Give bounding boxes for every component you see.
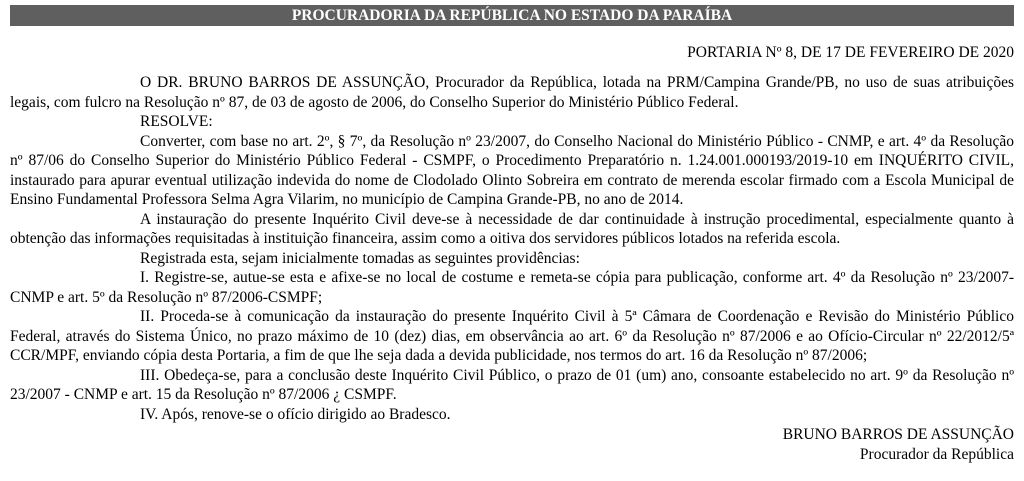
paragraph-item-4: IV. Após, renove-se o ofício dirigido ao Bradesco. — [140, 405, 451, 423]
signatory-role: Procurador da República — [859, 445, 1014, 463]
paragraph-justification: A instauração do presente Inquérito Civil deve-se à necessidade de dar continuidade à instrução procedimental, especialmente quanto à obtenção das informações requisitadas à instituição financeira, assim como a oitiva dos servidores públicos lotados na referida escola. — [10, 210, 1014, 247]
paragraph-resolve: RESOLVE: — [140, 113, 213, 130]
signature-block — [783, 425, 1014, 464]
paragraph-item-3: III. Obedeça-se, para a conclusão deste Inquérito Civil Público, o prazo de 01 (um) ano, consoante estabelecido no art. 9º da Resolução nº 23/2007 - CNMP e art. 15 da Resolução nº 87/2006 ¿ CSMPF. — [10, 366, 1014, 403]
signatory-name: BRUNO BARROS DE ASSUNÇÃO — [782, 426, 1014, 443]
paragraph-convert: Converter, com base no art. 2º, § 7º, da Resolução nº 23/2007, do Conselho Nacional do Ministério Público - CNMP, e art. 4º da Resolução nº 87/06 do Conselho Superior do Ministério Público Federal - CSMPF, o Procedimento Preparatório n. 1.24.001.000193/2019-10 em INQUÉRITO CIVIL, instaurado para apurar eventual utilização indevida do nome de Clodolado Olinto Sobreira em contrato de merenda escolar firmado com a Escola Municipal de Ensino Fundamental Professora Selma Agra Vilarim, no município de Campina Grande-PB, no ano de 2014. — [10, 132, 1014, 208]
paragraph-item-2: II. Proceda-se à comunicação da instauração do presente Inquérito Civil à 5ª Câmara de Coordenação e Revisão do Ministério Público Federal, através do Sistema Único, no prazo máximo de 10 (dez) dias, em observância ao art. 6º da Resolução nº 87/2006 e ao Ofício-Circular nº 22/2012/5ª CCR/MPF, enviando cópia desta Portaria, a fim de que lhe seja dada a devida publicidade, nos termos do art. 16 da Resolução nº 87/2006; — [10, 308, 1014, 364]
paragraph-registered: Registrada esta, sejam inicialmente tomadas as seguintes providências: — [140, 249, 580, 267]
paragraph-preamble: O DR. BRUNO BARROS DE ASSUNÇÃO, Procurador da República, lotada na PRM/Campina Grande/PB, no uso de suas atribuições legais, com fulcro na Resolução nº 87, de 03 de agosto de 2006, do Conselho Superior do Ministério Público Federal. — [10, 74, 1014, 111]
org-header: PROCURADORIA DA REPÚBLICA NO ESTADO DA PARAÍBA — [10, 5, 1014, 26]
document-title: PORTARIA Nº 8, DE 17 DE FEVEREIRO DE 2020 — [687, 44, 1014, 61]
document-body — [10, 73, 1014, 424]
paragraph-item-1: I. Registre-se, autue-se esta e afixe-se no local de costume e remeta-se cópia para publicação, conforme art. 4º da Resolução nº 23/2007-CNMP e art. 5º da Resolução nº 87/2006-CSMPF; — [10, 269, 1014, 306]
